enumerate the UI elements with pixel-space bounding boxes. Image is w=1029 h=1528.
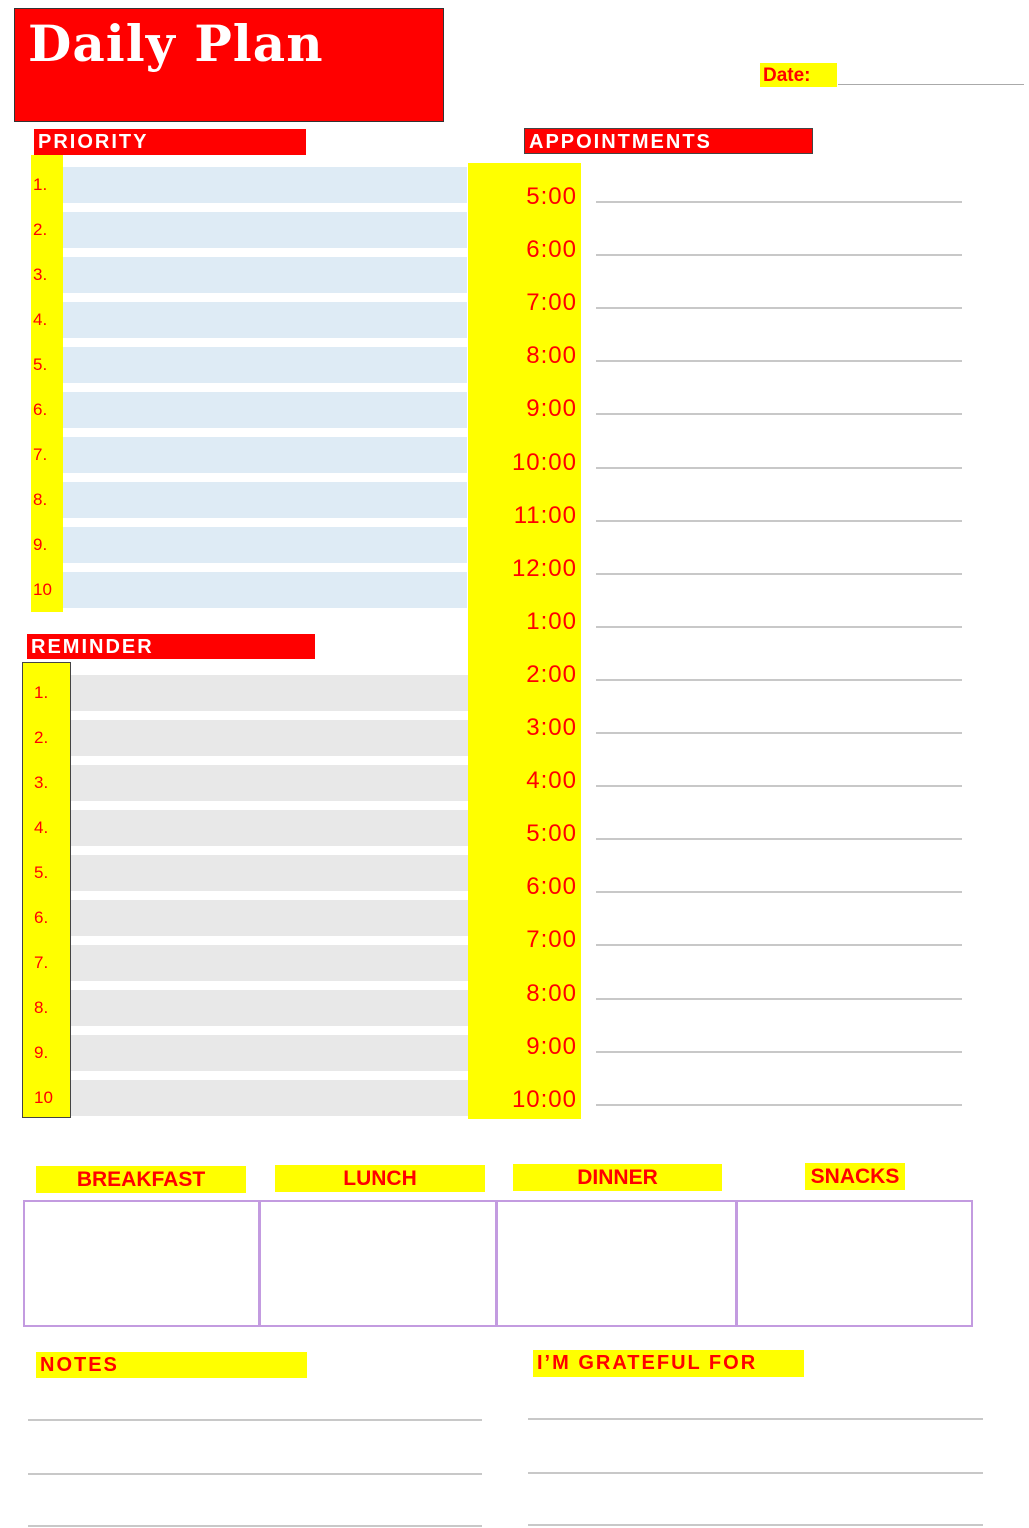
appointment-time: 3:00 xyxy=(526,714,577,741)
priority-number: 1. xyxy=(33,175,48,194)
appointment-time: 10:00 xyxy=(511,448,577,476)
priority-number: 2. xyxy=(33,220,48,239)
appointment-time: 10:00 xyxy=(511,1085,577,1113)
reminder-entry-field[interactable] xyxy=(71,765,472,801)
notes-line[interactable] xyxy=(28,1525,482,1527)
reminder-entry-field[interactable] xyxy=(71,1080,472,1116)
breakfast-label: BREAKFAST xyxy=(36,1166,246,1193)
reminder-list xyxy=(25,675,472,1119)
dinner-box[interactable] xyxy=(495,1200,738,1327)
grateful-heading: I’M GRATEFUL FOR xyxy=(533,1350,804,1377)
appointment-line[interactable] xyxy=(596,838,962,840)
notes-line[interactable] xyxy=(28,1473,482,1475)
reminder-entry-field[interactable] xyxy=(71,990,472,1026)
priority-row xyxy=(25,572,467,608)
appointment-time: 9:00 xyxy=(526,1032,577,1060)
appointment-time: 6:00 xyxy=(526,873,577,901)
reminder-number: 8. xyxy=(34,998,49,1017)
lunch-box[interactable] xyxy=(258,1200,498,1327)
priority-entry-field[interactable] xyxy=(63,167,467,203)
priority-entry-field[interactable] xyxy=(63,347,467,383)
appointment-line[interactable] xyxy=(596,944,962,946)
reminder-entry-field[interactable] xyxy=(71,1035,472,1071)
priority-entry-field[interactable] xyxy=(63,302,467,338)
reminder-number: 9. xyxy=(34,1043,49,1062)
priority-entry-field[interactable] xyxy=(63,437,467,473)
appointment-line[interactable] xyxy=(596,520,962,522)
reminder-number: 10 xyxy=(34,1088,53,1107)
appointment-time: 8:00 xyxy=(526,979,577,1007)
appointment-line[interactable] xyxy=(596,201,962,203)
reminder-number: 6. xyxy=(34,908,49,927)
priority-heading: PRIORITY xyxy=(34,129,306,155)
page-title: Daily Plan xyxy=(28,14,324,73)
breakfast-box[interactable] xyxy=(23,1200,261,1327)
date-field[interactable] xyxy=(838,84,1024,85)
reminder-row xyxy=(25,945,472,981)
priority-list xyxy=(25,167,467,612)
reminder-row xyxy=(25,720,472,756)
priority-row xyxy=(25,347,467,383)
appointment-line[interactable] xyxy=(596,573,962,575)
reminder-row xyxy=(25,675,472,711)
appointment-time: 1:00 xyxy=(526,607,577,635)
priority-row xyxy=(25,482,467,518)
appointment-line[interactable] xyxy=(596,679,962,681)
date-label: Date: xyxy=(760,63,837,87)
priority-number: 7. xyxy=(33,445,48,464)
appointment-line[interactable] xyxy=(596,891,962,893)
snacks-box[interactable] xyxy=(735,1200,973,1327)
reminder-row xyxy=(25,1035,472,1071)
priority-number: 4. xyxy=(33,310,48,329)
reminder-number: 2. xyxy=(34,728,49,747)
reminder-number: 3. xyxy=(34,773,49,792)
priority-row xyxy=(25,392,467,428)
notes-heading: NOTES xyxy=(36,1352,307,1378)
reminder-entry-field[interactable] xyxy=(71,900,472,936)
grateful-line[interactable] xyxy=(528,1418,983,1420)
reminder-row xyxy=(25,990,472,1026)
appointment-line[interactable] xyxy=(596,360,962,362)
dinner-label: DINNER xyxy=(513,1164,722,1191)
reminder-row xyxy=(25,855,472,891)
priority-row xyxy=(25,527,467,563)
priority-row xyxy=(25,257,467,293)
priority-number: 5. xyxy=(33,355,48,374)
reminder-entry-field[interactable] xyxy=(71,720,472,756)
appointment-time: 7:00 xyxy=(526,289,577,317)
appointment-line[interactable] xyxy=(596,254,962,256)
appointment-line[interactable] xyxy=(596,307,962,309)
priority-number: 9. xyxy=(33,535,48,554)
snacks-label: SNACKS xyxy=(805,1163,905,1190)
appointment-time: 5:00 xyxy=(526,183,577,210)
appointment-time: 12:00 xyxy=(511,554,577,582)
appointment-time: 8:00 xyxy=(526,342,577,370)
priority-entry-field[interactable] xyxy=(63,257,467,293)
priority-number: 3. xyxy=(33,265,48,284)
reminder-number: 4. xyxy=(34,818,49,837)
reminder-number: 1. xyxy=(34,683,49,702)
appointment-line[interactable] xyxy=(596,626,962,628)
reminder-row xyxy=(25,810,472,846)
notes-line[interactable] xyxy=(28,1419,482,1421)
appointment-line[interactable] xyxy=(596,1104,962,1106)
priority-entry-field[interactable] xyxy=(63,212,467,248)
priority-row xyxy=(25,167,467,203)
priority-entry-field[interactable] xyxy=(63,392,467,428)
appointment-time: 11:00 xyxy=(513,501,577,529)
appointment-line[interactable] xyxy=(596,1051,962,1053)
priority-row xyxy=(25,212,467,248)
appointment-time: 2:00 xyxy=(526,660,577,688)
priority-row xyxy=(25,437,467,473)
reminder-number: 5. xyxy=(34,863,49,882)
priority-number: 10 xyxy=(33,580,52,599)
grateful-line[interactable] xyxy=(528,1524,983,1526)
priority-number: 6. xyxy=(33,400,48,419)
priority-row xyxy=(25,302,467,338)
reminder-row xyxy=(25,900,472,936)
appointment-line[interactable] xyxy=(596,785,962,787)
appointment-line[interactable] xyxy=(596,413,962,415)
reminder-entry-field[interactable] xyxy=(71,945,472,981)
appointments-heading: APPOINTMENTS xyxy=(524,128,813,154)
appointment-time: 9:00 xyxy=(526,395,577,423)
reminder-row xyxy=(25,1080,472,1116)
priority-entry-field[interactable] xyxy=(63,482,467,518)
appointment-line[interactable] xyxy=(596,998,962,1000)
lunch-label: LUNCH xyxy=(275,1165,485,1192)
priority-entry-field[interactable] xyxy=(63,572,467,608)
reminder-entry-field[interactable] xyxy=(71,675,472,711)
reminder-row xyxy=(25,765,472,801)
priority-entry-field[interactable] xyxy=(63,527,467,563)
reminder-heading: REMINDER xyxy=(27,634,315,659)
reminder-number: 7. xyxy=(34,953,49,972)
reminder-entry-field[interactable] xyxy=(71,810,472,846)
appointment-time: 4:00 xyxy=(526,767,577,795)
grateful-line[interactable] xyxy=(528,1472,983,1474)
appointment-time: 6:00 xyxy=(526,236,577,264)
appointment-times xyxy=(468,163,581,1119)
reminder-entry-field[interactable] xyxy=(71,855,472,891)
appointment-time: 7:00 xyxy=(526,926,577,954)
appointment-time: 5:00 xyxy=(526,820,577,848)
appointment-line[interactable] xyxy=(596,732,962,734)
appointment-line[interactable] xyxy=(596,467,962,469)
priority-number: 8. xyxy=(33,490,48,509)
